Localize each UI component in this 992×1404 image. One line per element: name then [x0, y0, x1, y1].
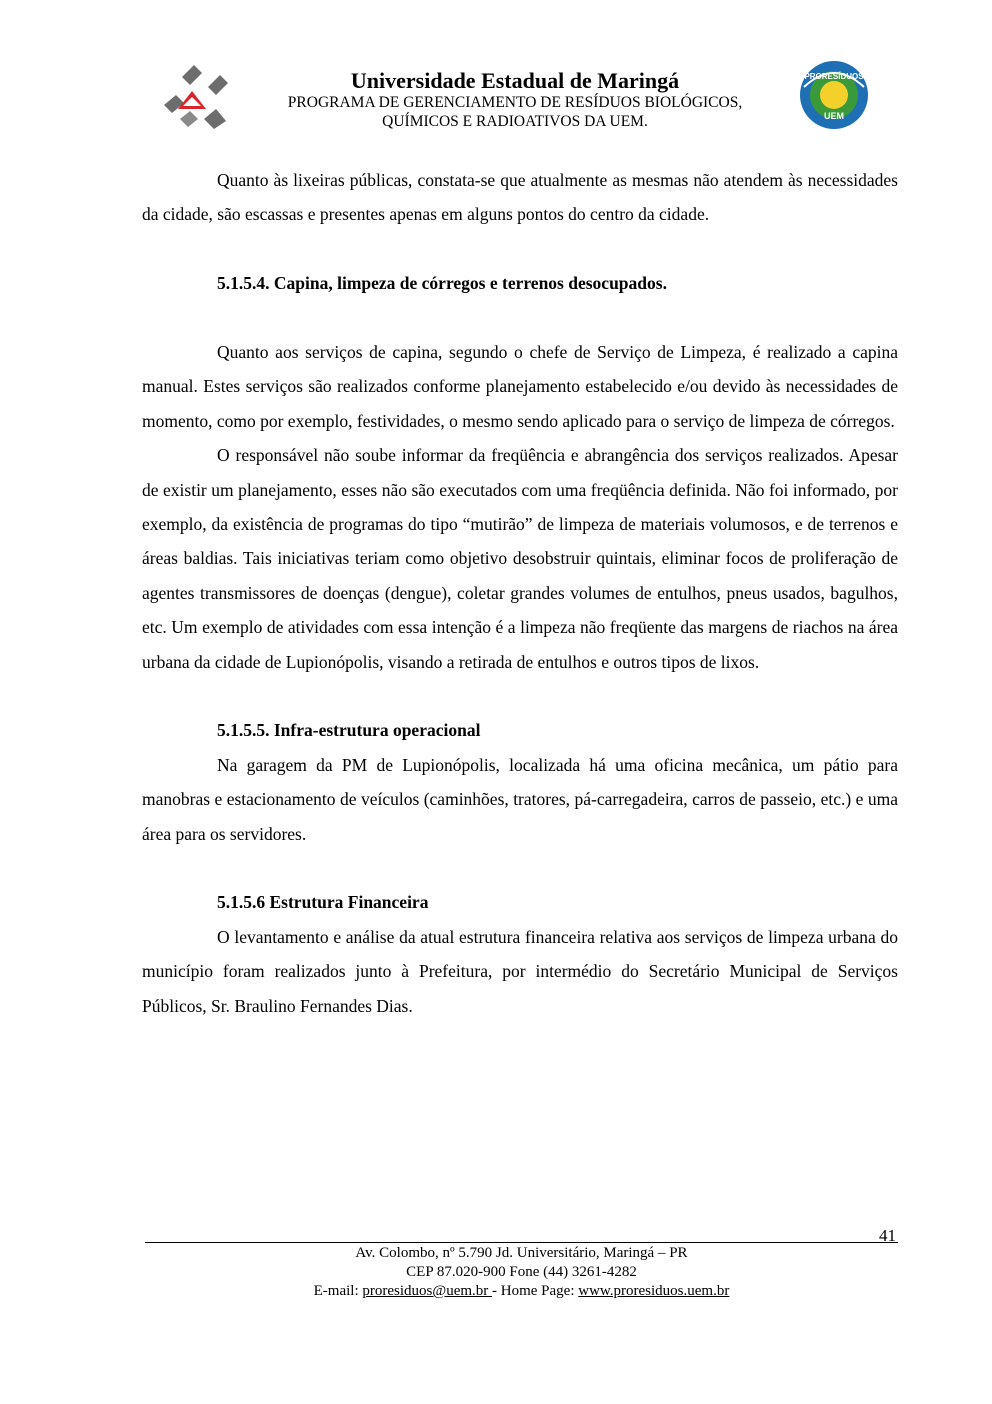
spacer: [142, 301, 898, 335]
spacer: [142, 679, 898, 713]
page-number: 41: [879, 1226, 896, 1245]
paragraph-capina: Quanto aos serviços de capina, segundo o chefe de Serviço de Limpeza, é realizado a capina manual. Estes serviços são realizados conforme planejamento estabelecido e/ou devido às necessidades de momento, como por exemplo, festividades, o mesmo sendo aplicado para o serviço de limpeza de córregos.: [142, 342, 898, 431]
email-label: E-mail:: [313, 1283, 363, 1299]
page-footer: [145, 1244, 898, 1301]
proresiduos-logo-icon: [796, 57, 872, 133]
paragraph-garagem: Na garagem da PM de Lupionópolis, localizada há uma oficina mecânica, um pátio para manobras e estacionamento de veículos (caminhões, tratores, pá-carregadeira, carros de passeio, etc.) e uma área para os servidores.: [142, 754, 898, 844]
paragraph-responsavel: O responsável não soube informar da freqüência e abrangência dos serviços realizados. Apesar de existir um planejamento, esses não são executados com uma freqüência definida. Não foi informado, por exemplo, da existência de programas do tipo “mutirão” de limpeza de materiais volumosos, e de terrenos e áreas baldias. Tais iniciativas teriam como objetivo desobstruir quintais, eliminar focos de proliferação de agentes transmissores de doenças (dengue), coletar grandes volumes de entulhos, pneus usados, bagulhos, etc. Um exemplo de atividades com essa intenção é a limpeza não freqüente das margens de riachos na área urbana da cidade de Lupionópolis, visando a retirada de entulhos e outros tipos de lixos.: [142, 445, 898, 672]
uem-logo-icon: [154, 57, 236, 137]
email-link[interactable]: proresiduos@uem.br: [362, 1283, 493, 1299]
section-heading-financeira: 5.1.5.6 Estrutura Financeira: [217, 892, 429, 913]
proresiduos-logo-subtext: UEM: [824, 111, 844, 121]
homepage-label: - Home Page:: [492, 1283, 579, 1299]
program-line-2: QUÍMICOS E RADIOATIVOS DA UEM.: [382, 113, 648, 130]
header-text: [240, 69, 790, 131]
paragraph-levantamento: O levantamento e análise da atual estrutura financeira relativa aos serviços de limpeza urbana do município foram realizados junto à Prefeitura, por intermédio do Secretário Municipal de Serviços Públicos, Sr. Braulino Fernandes Dias.: [142, 926, 898, 1016]
university-name: Universidade Estadual de Maringá: [350, 68, 680, 93]
footer-divider: [145, 1242, 898, 1243]
spacer: [142, 232, 898, 266]
section-heading-capina: 5.1.5.4. Capina, limpeza de córregos e terrenos desocupados.: [217, 273, 667, 294]
footer-cep-phone: CEP 87.020-900 Fone (44) 3261-4282: [406, 1264, 637, 1280]
spacer: [142, 851, 898, 885]
proresiduos-logo-text: PRORESÍDUOS: [804, 72, 864, 81]
main-content: [142, 163, 898, 1023]
paragraph-lixeiras: Quanto às lixeiras públicas, constata-se que atualmente as mesmas não atendem às necessidades da cidade, são escassas e presentes apenas em alguns pontos do centro da cidade.: [142, 170, 898, 225]
page-header: [150, 55, 870, 145]
section-heading-infraestrutura: 5.1.5.5. Infra-estrutura operacional: [217, 720, 481, 741]
footer-contact: [145, 1282, 898, 1301]
program-line-1: PROGRAMA DE GERENCIAMENTO DE RESÍDUOS BIOLÓGICOS,: [287, 94, 743, 111]
homepage-link[interactable]: www.proresiduos.uem.br: [578, 1283, 730, 1299]
footer-address: Av. Colombo, nº 5.790 Jd. Universitário, Maringá – PR: [355, 1245, 688, 1261]
